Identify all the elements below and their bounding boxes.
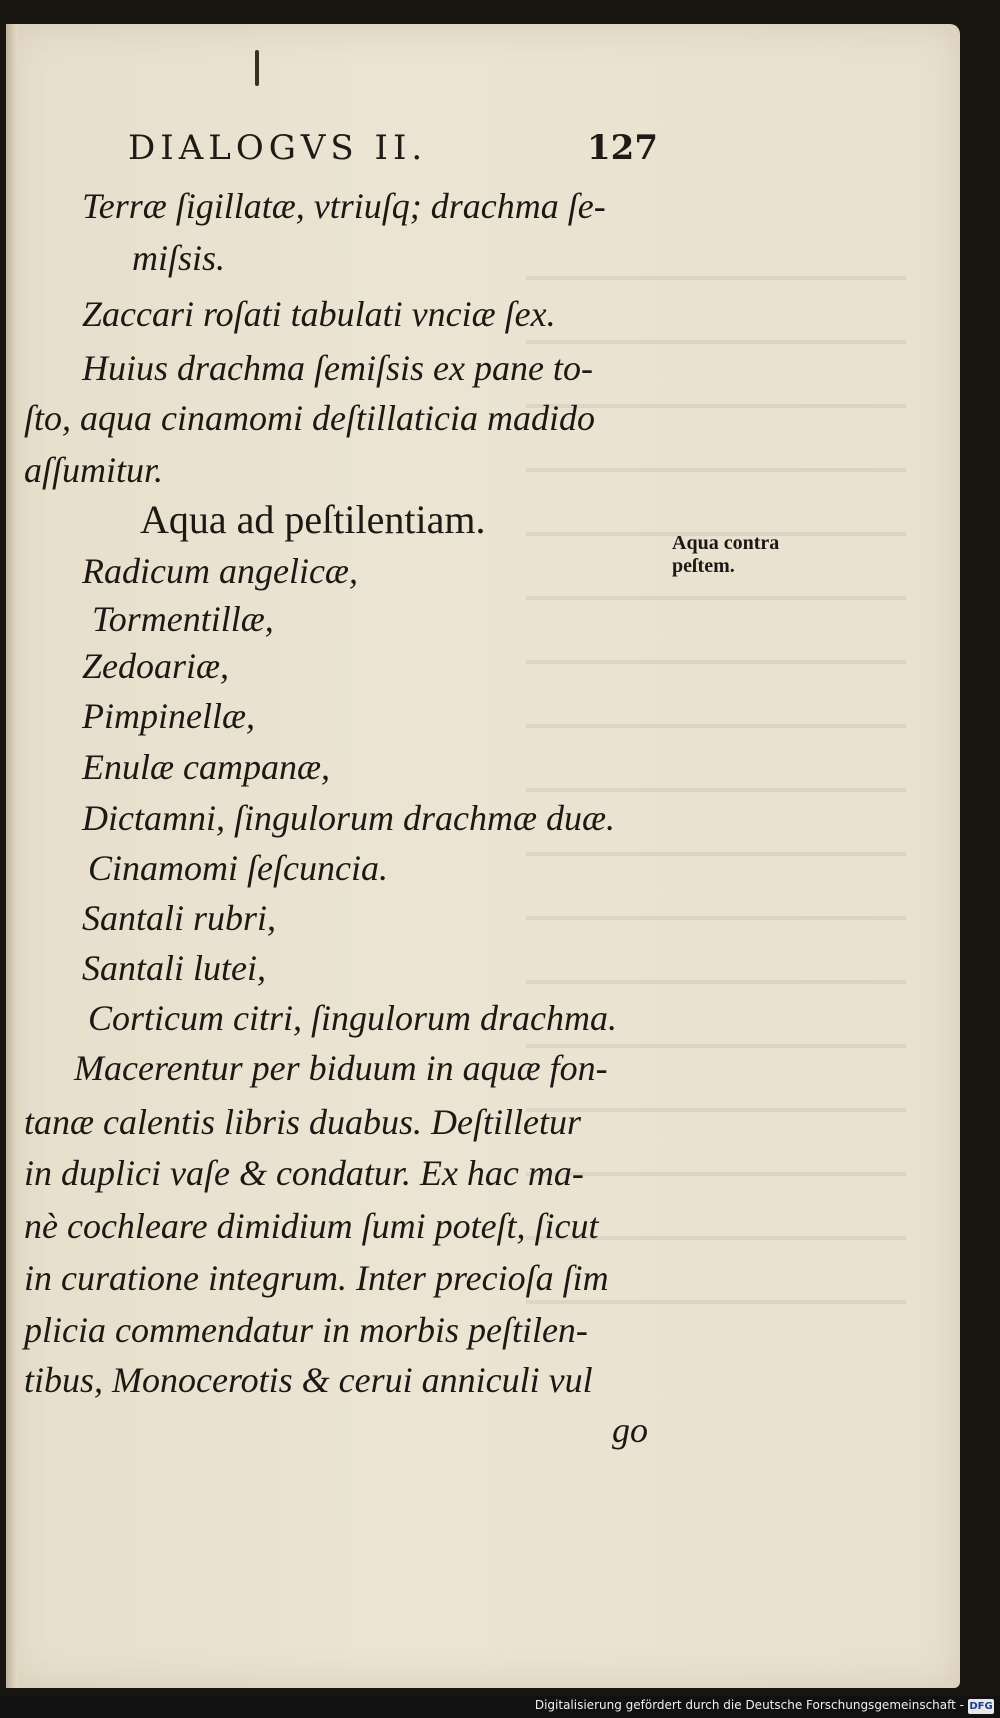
recipe-line: Zedoariæ, xyxy=(82,646,230,686)
marginal-note-line: peſtem. xyxy=(672,555,735,577)
recipe-line: Pimpinellæ, xyxy=(82,696,255,736)
catchword: go xyxy=(612,1410,648,1450)
text-line: tibus, Monocerotis & cerui anniculi vul xyxy=(24,1360,593,1400)
page-number: 127 xyxy=(587,128,658,168)
text-line: Zaccari roſati tabulati vnciæ ſex. xyxy=(82,294,556,334)
text-line: Macerentur per biduum in aquæ fon- xyxy=(74,1048,608,1088)
text-line: in curatione integrum. Inter precioſa ſim xyxy=(24,1258,609,1298)
text-line: aſſumitur. xyxy=(24,450,164,490)
funding-credit: Digitalisierung gefördert durch die Deutsche Forschungsgemeinschaft - xyxy=(534,1698,964,1712)
marginal-note xyxy=(672,532,832,578)
text-line: tanæ calentis libris duabus. Deſtilletur xyxy=(24,1102,581,1142)
dfg-logo: DFG xyxy=(969,1701,993,1712)
text-line: Terræ ſigillatæ, vtriuſq; drachma ſe- xyxy=(82,186,606,226)
recipe-line: Tormentillæ, xyxy=(92,599,274,639)
marginal-note-line: Aqua contra xyxy=(672,532,780,554)
recipe-line: Radicum angelicæ, xyxy=(82,551,358,591)
recipe-line: Enulæ campanæ, xyxy=(82,747,330,787)
running-head: DIALOGVS II. xyxy=(128,128,428,168)
text-line: Huius drachma ſemiſsis ex pane to- xyxy=(82,348,593,388)
section-heading: Aqua ad peſtilentiam. xyxy=(140,497,486,542)
text-line: nè cochleare dimidium ſumi poteſt, ſicut xyxy=(24,1206,599,1246)
text-line: in duplici vaſe & condatur. Ex hac ma- xyxy=(24,1153,584,1193)
recipe-line: Dictamni, ſingulorum drachmæ duæ. xyxy=(82,798,616,838)
recipe-line: Corticum citri, ſingulorum drachma. xyxy=(88,998,617,1038)
recipe-line: Cinamomi ſeſcuncia. xyxy=(88,848,388,888)
recipe-line: Santali rubri, xyxy=(82,898,277,938)
recipe-line: Santali lutei, xyxy=(82,948,266,988)
text-line: ſto, aqua cinamomi deſtillaticia madido xyxy=(24,398,595,438)
text-line: miſsis. xyxy=(132,238,226,278)
text-line: plicia commendatur in morbis peſtilen- xyxy=(24,1310,588,1350)
